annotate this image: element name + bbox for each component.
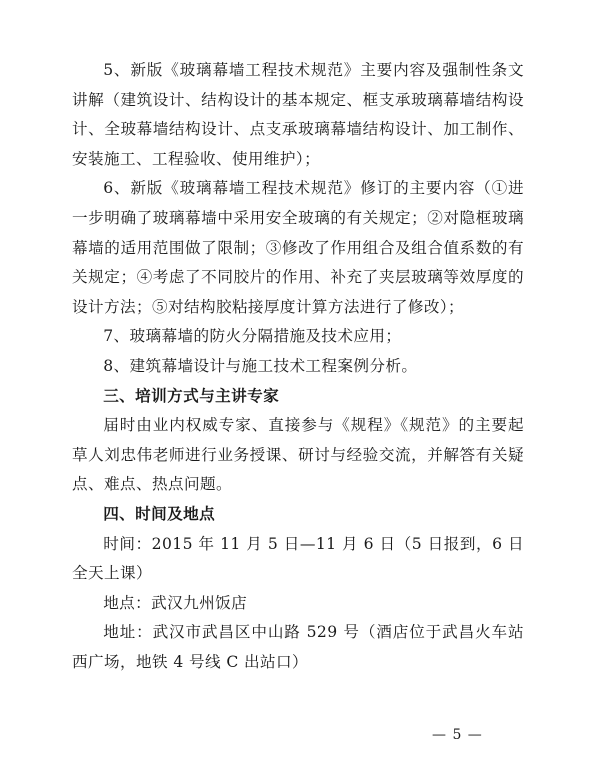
time-paragraph: 时间：2015 年 11 月 5 日—11 月 6 日（5 日报到，6 日全天上课）	[72, 534, 524, 583]
list-item-8: 8、建筑幕墙设计与施工技术工程案例分析。	[103, 356, 418, 375]
section-heading-training-method: 三、培训方式与主讲专家	[103, 386, 280, 405]
page-number: — 5 —	[432, 727, 483, 743]
address-paragraph: 地址：武汉市武昌区中山路 529 号（酒店位于武昌火车站西广场，地铁 4 号线 C 出站口）	[72, 623, 524, 671]
training-method-paragraph: 届时由业内权威专家、直接参与《规程》《规范》的主要起草人刘忠伟老师进行业务授课、研讨与经验交流，并解答有关疑点、难点、热点问题。	[72, 416, 524, 494]
section-heading-time-location: 四、时间及地点	[103, 504, 216, 523]
venue-paragraph: 地点：武汉九州饭店	[103, 593, 248, 612]
document-body	[72, 56, 524, 677]
list-item-7: 7、玻璃幕墙的防火分隔措施及技术应用；	[103, 327, 402, 346]
list-item-6: 6、新版《玻璃幕墙工程技术规范》修订的主要内容（①进一步明确了玻璃幕墙中采用安全玻璃的有关规定；②对隐框玻璃幕墙的适用范围做了限制；③修改了作用组合及组合值系数的有关规定；④考虑了不同胶片的作用、补充了夹层玻璃等效厚度的设计方法；⑤对结构胶粘接厚度计算方法进行了修改）；	[72, 179, 524, 316]
list-item-5: 5、新版《玻璃幕墙工程技术规范》主要内容及强制性条文讲解（建筑设计、结构设计的基本规定、框支承玻璃幕墙结构设计、全玻幕墙结构设计、点支承玻璃幕墙结构设计、加工制作、安装施工、工程验收、使用维护）；	[72, 61, 524, 168]
